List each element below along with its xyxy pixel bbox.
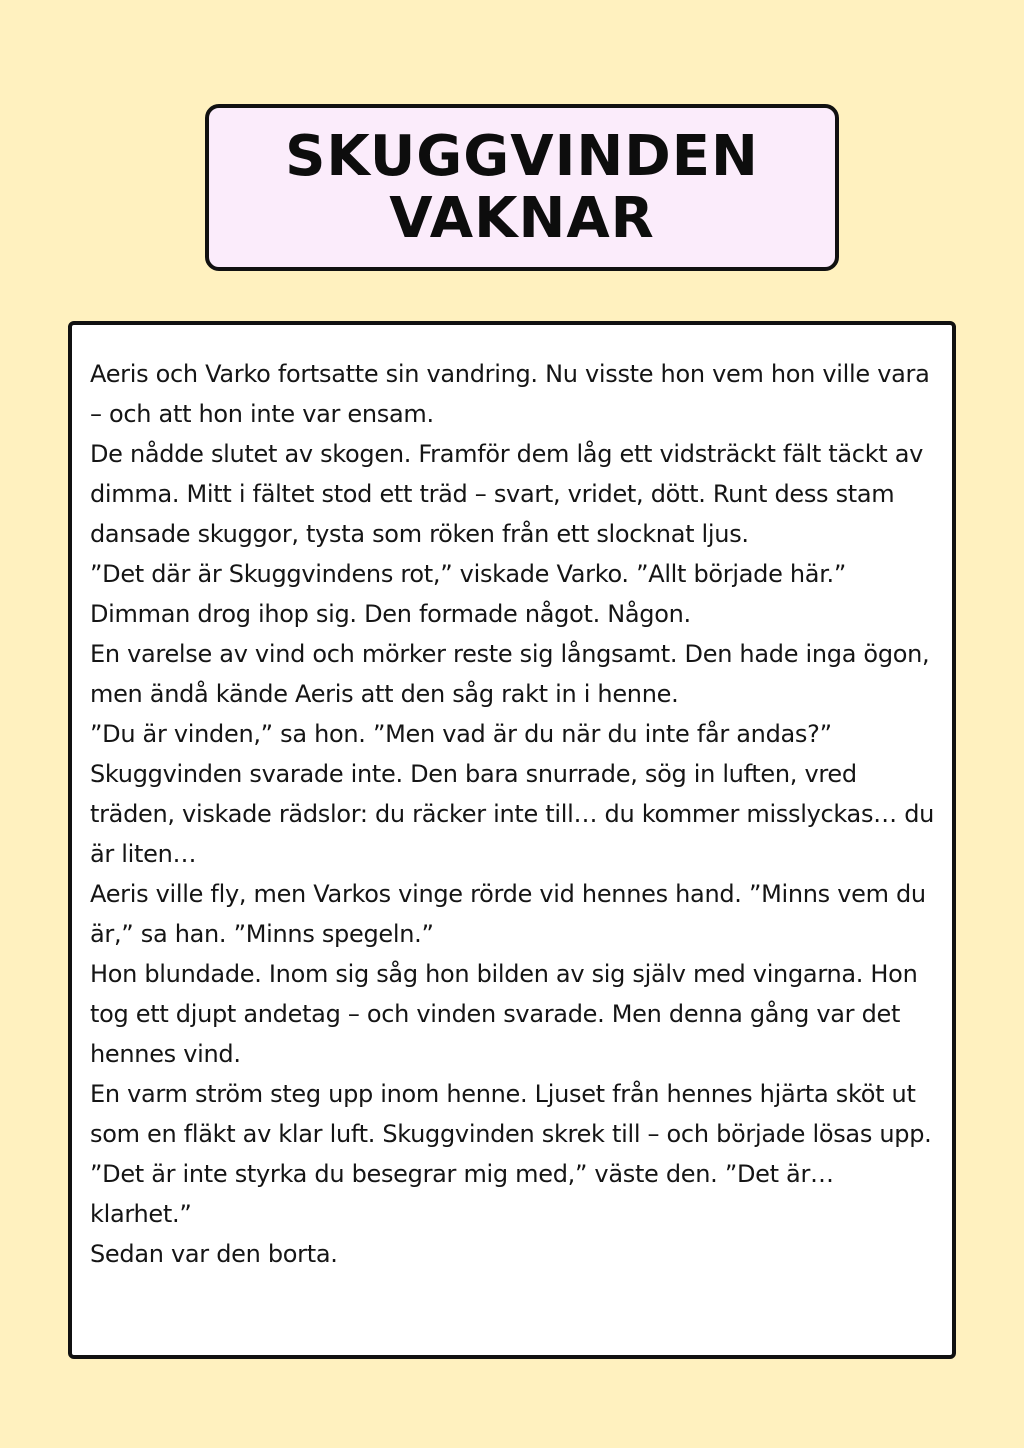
story-paragraph: De nådde slutet av skogen. Framför dem låg ett vidsträckt fält täckt av dimma. Mitt i fältet stod ett träd – svart, vridet, dött. Runt dess stam dansade skuggor, tysta som röken från ett slocknat ljus. bbox=[90, 440, 924, 548]
story-paragraph: Aeris ville fly, men Varkos vinge rörde vid hennes hand. ”Minns vem du är,” sa han. ”Minns spegeln.” bbox=[90, 880, 926, 948]
story-paragraph: Dimman drog ihop sig. Den formade något. Någon. bbox=[90, 600, 691, 628]
story-paragraph: Aeris och Varko fortsatte sin vandring. Nu visste hon vem hon ville vara – och att hon inte var ensam. bbox=[90, 360, 930, 428]
title-line-2: VAKNAR bbox=[389, 185, 655, 251]
story-paragraph: Skuggvinden svarade inte. Den bara snurrade, sög in luften, vred träden, viskade rädslor: du räcker inte till… du kommer misslyckas… du är liten… bbox=[90, 760, 935, 868]
title-line-1: SKUGGVINDEN bbox=[285, 123, 759, 189]
story-paragraph: En varelse av vind och mörker reste sig långsamt. Den hade inga ögon, men ändå kände Aeris att den såg rakt in i henne. bbox=[90, 640, 930, 708]
story-paragraph: ”Du är vinden,” sa hon. ”Men vad är du när du inte får andas?” bbox=[90, 720, 832, 748]
story-paragraph: ”Det är inte styrka du besegrar mig med,” väste den. ”Det är… klarhet.” bbox=[90, 1160, 834, 1228]
story-paragraph: En varm ström steg upp inom henne. Ljuset från hennes hjärta sköt ut som en fläkt av klar luft. Skuggvinden skrek till – och började lösas upp. bbox=[90, 1080, 932, 1148]
title-box bbox=[205, 104, 839, 271]
story-paragraph: ”Det där är Skuggvindens rot,” viskade Varko. ”Allt började här.” bbox=[90, 560, 847, 588]
story-paragraph: Sedan var den borta. bbox=[90, 1240, 338, 1268]
story-text-box bbox=[68, 321, 956, 1359]
story-paragraph: Hon blundade. Inom sig såg hon bilden av sig själv med vingarna. Hon tog ett djupt andetag – och vinden svarade. Men denna gång var det hennes vind. bbox=[90, 960, 918, 1068]
